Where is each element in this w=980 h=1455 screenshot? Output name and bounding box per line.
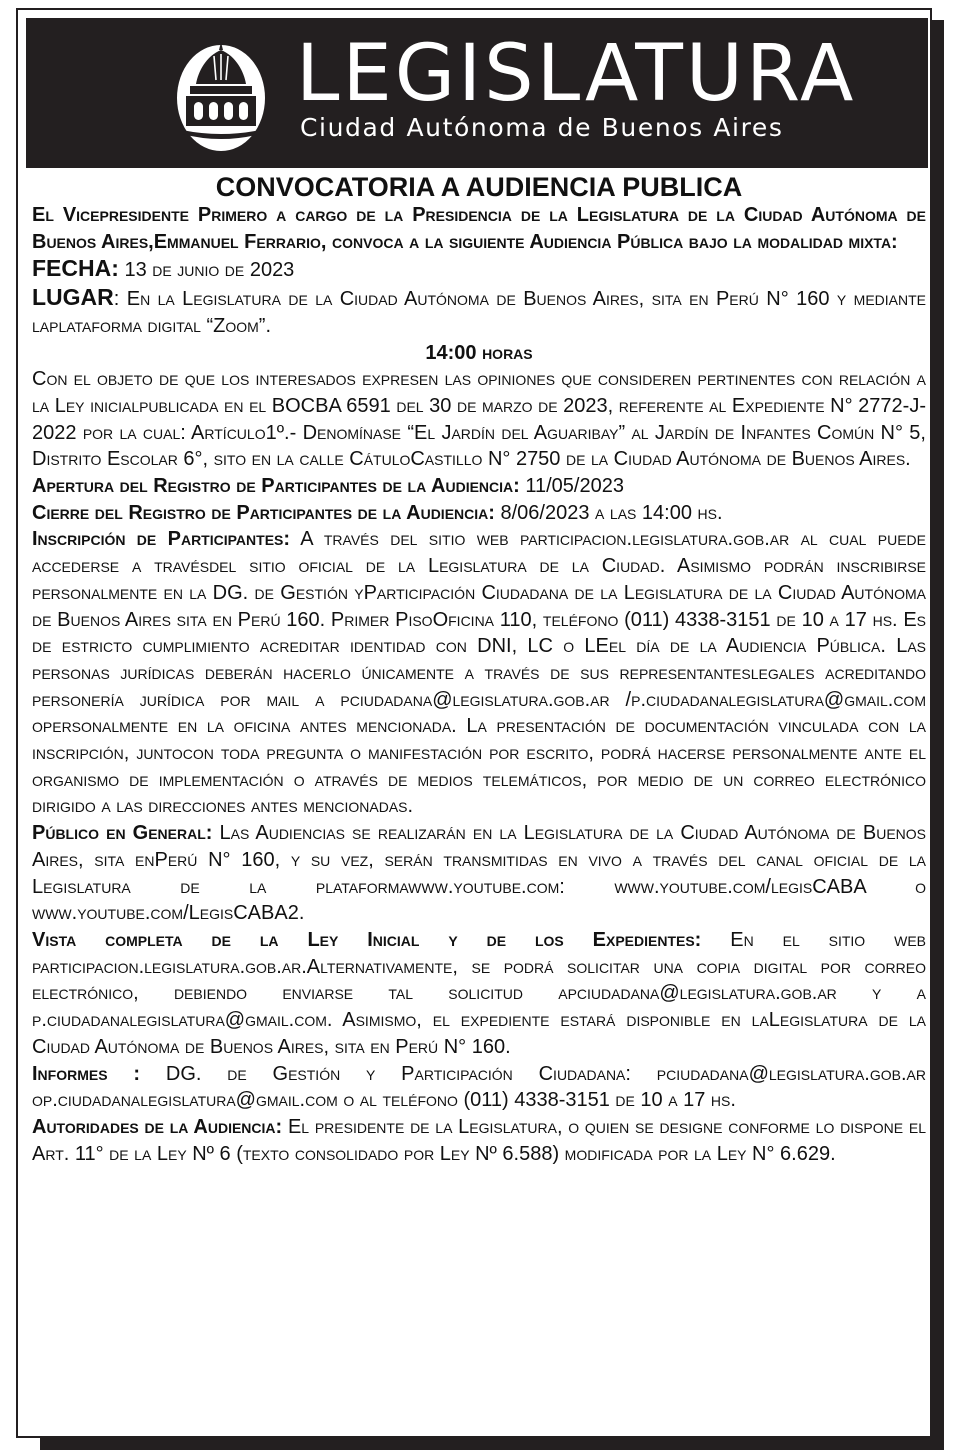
autoridades-value: El presidente de la Legislatura, o quien se designe conforme lo dispone el Art. 11° de la Ley Nº 6 (texto consolidado por Ley Nº 6.588) modificada por la Ley N° 6.629. [32,1115,926,1165]
vista-label: Vista completa de la Ley Inicial y de los Expedientes: [32,928,702,951]
inscripcion-value: A través del sitio web participacion.legislatura.gob.ar al cual puede accederse a travésdel sitio oficial de la Legislatura de la Ciudad. Asimismo podrán inscribirse personalmente en la DG. de Gestión yParticipación Ciudadana de la Legislatura de la Ciudad Autónoma de Buenos Aires sita en Perú 160. Primer PisoOficina 110, teléfono (011) 4338-3151 de 10 a 17 hs. Es de estricto cumplimiento acreditar identidad con DNI, LC o LEel día de la Audiencia Pública. Las personas jurídicas deberán hacerlo únicamente a través de sus representanteslegales acreditando personería jurídica por mail a pciudadana@legislatura.gob.ar /p.ciudadanalegislatura@gmail.com opersonalmente en la oficina antes mencionada. La presentación de documentación vinculada con la inscripción, juntocon toda pregunta o manifestación por escrito, podrá hacerse personalmente ante el organismo de implementación o através de medios telemáticos, por medio de un correo electrónico dirigido a las direcciones antes mencionadas. [32,528,926,818]
hora-line [32,340,926,367]
vista-paragraph [32,927,926,1061]
frame-shadow-right [930,20,944,1450]
legislature-dome-logo-icon [176,34,266,152]
autoridades-paragraph [32,1114,926,1167]
legislatura-wordmark: LEGISLATURA [296,29,857,119]
cierre-label: Cierre del Registro de Participantes de la Audiencia: [32,501,495,524]
cierre-line [32,500,926,527]
notice-heading: CONVOCATORIA A AUDIENCIA PUBLICA [215,172,743,202]
frame-shadow-bottom [40,1436,944,1450]
informes-value: DG. de Gestión y Participación Ciudadana: pciudadana@legislatura.gob.ar op.ciudadanalegislatura@gmail.com o al teléfono (011) 4338-3151 de 10 a 17 hs. [32,1062,926,1112]
apertura-line [32,473,926,500]
notice-intro: El Vicepresidente Primero a cargo de la Presidencia de la Legislatura de la Ciudad Autónoma de Buenos Aires,Emmanuel Ferrario, convoca a la siguiente Audiencia Pública bajo la modalidad mixta: [32,204,926,253]
inscripcion-label: Inscripción de Participantes: [32,528,291,551]
lugar-value: : En la Legislatura de la Ciudad Autónoma de Buenos Aires, sita en Perú N° 160 y mediante laplataforma digital “Zoom”. [32,288,926,337]
informes-paragraph [32,1061,926,1114]
legislatura-subtitle: Ciudad Autónoma de Buenos Aires [300,113,784,142]
vista-value: En el sitio web participacion.legislatura.gob.ar.Alternativamente, se podrá solicitar una copia digital por correo electrónico, debiendo enviarse tal solicitud apciudadana@legislatura.gob.ar y a p.ciudadanalegislatura@gmail.com. Asimismo, el expediente estará disponible en laLegislatura de la Ciudad Autónoma de Buenos Aires, sita en Perú N° 160. [32,928,926,1058]
lugar-label: LUGAR [32,284,114,311]
lugar-line [32,284,926,339]
fecha-line [32,255,926,284]
hora-value: 14:00 [425,341,477,364]
apertura-label: Apertura del Registro de Participantes de la Audiencia: [32,475,520,498]
objeto-paragraph: Con el objeto de que los interesados expresen las opiniones que consideren pertinentes con relación a la Ley inicialpublicada en el BOCBA 6591 del 30 de marzo de 2023, referente al Expediente N° 2772-J-2022 por la cual: Artículo1º.- Denomínase “El Jardín del Aguaribay” al Jardín de Infantes Común N° 5, Distrito Escolar 6°, sito en la calle CátuloCastillo N° 2750 de la Ciudad Autónoma de Buenos Aires. [32,368,926,471]
fecha-value: 13 de junio de 2023 [118,259,295,282]
publico-value: Las Audiencias se realizarán en la Legislatura de la Ciudad Autónoma de Buenos Aires, sita enPerú N° 160, y su vez, serán transmitidas en vivo a través del canal oficial de la Legislatura de la plataformawww.youtube.com: www.youtube.com/legisCABA o www.youtube.com/LegisCABA2. [32,822,927,925]
publico-label: Público en General: [32,822,213,845]
publico-paragraph [32,820,926,927]
notice-body [32,172,926,1167]
autoridades-label: Autoridades de la Audiencia: [32,1115,283,1138]
informes-label: Informes : [32,1062,141,1085]
apertura-value: 11/05/2023 [519,475,624,498]
inscripcion-paragraph [32,526,926,820]
cierre-value: 8/06/2023 a las 14:00 hs. [494,501,723,524]
fecha-label: FECHA: [32,255,119,282]
hora-label: horas [476,341,533,364]
